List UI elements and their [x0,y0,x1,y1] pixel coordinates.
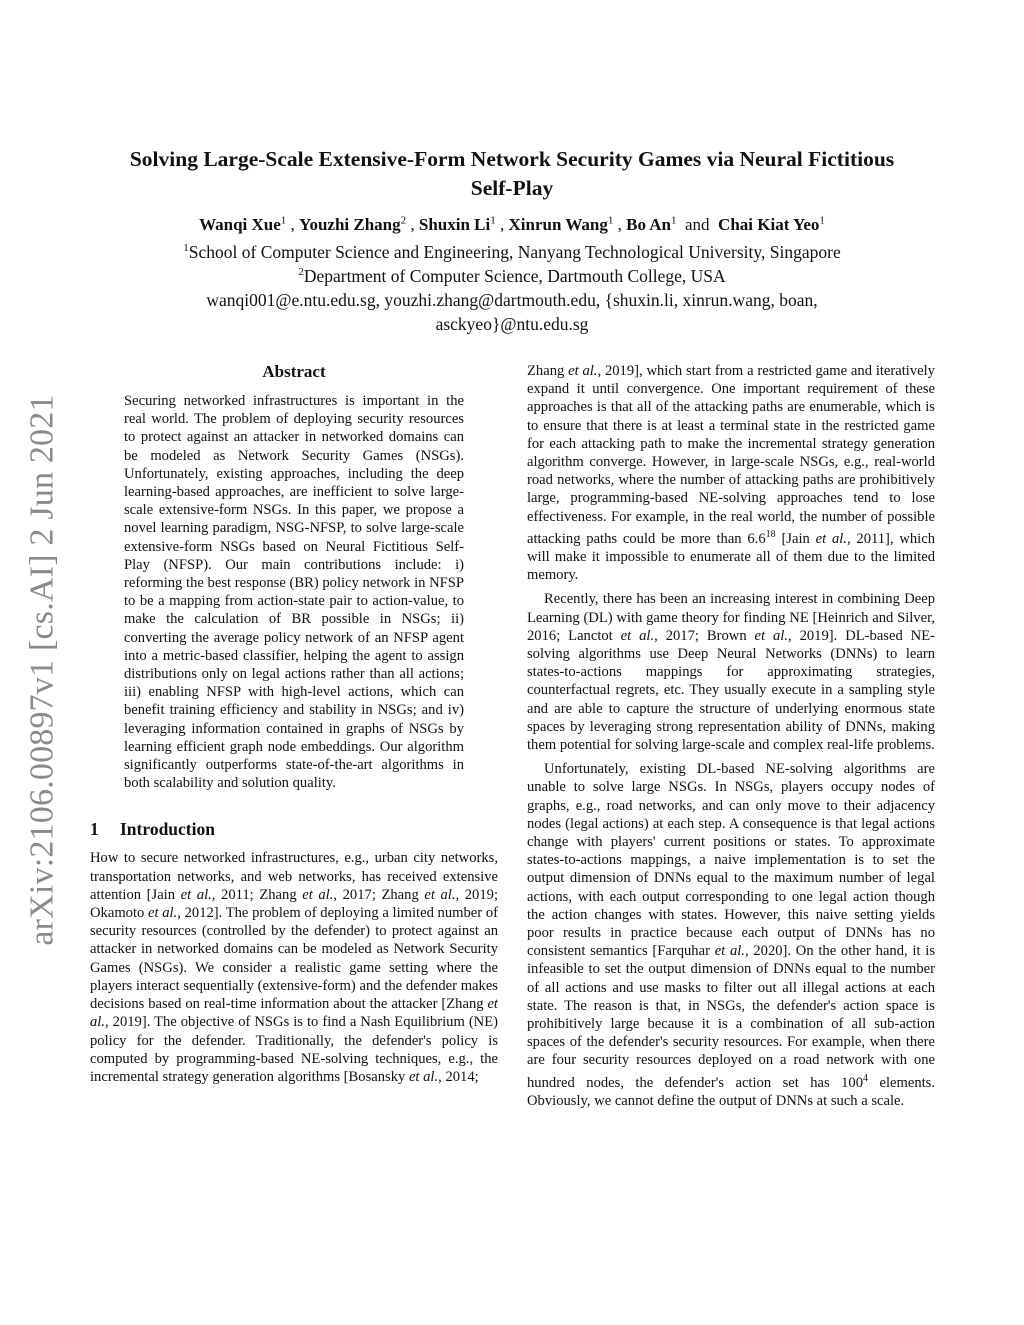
affiliation-1: $^1$School of Computer Science and Engineering, Nanyang Technological University, Singapore [183,242,841,262]
author-affil-sup: 1 [607,214,614,227]
intro-paragraph: How to secure networked infrastructures, e.g., urban city networks, transportation networks, and web networks, has received extensive attention [Jain et al., 2011; Zhang et al., 2017; Zhang et al., 2019; Okamoto et al., 2012]. The problem of deploying a limited number of security resources (controlled by the defender) to protect against an attacker in networked domains can be modeled as Network Security Games (NSGs). We consider a realistic game setting where the players interact sequentially (extensive-form) and the defender makes decisions based on real-time information about the attacker [Zhang et al., 2019]. The objective of NSGs is to find a Nash Equilibrium (NE) policy for the defender. Traditionally, the defender's policy is computed by programming-based NE-solving techniques, e.g., the incremental strategy generation algorithms [Bosansky et al., 2014; [90,850,498,1085]
body-paragraph: Unfortunately, existing DL-based NE-solving algorithms are unable to solve large NSGs. In NSGs, players occupy nodes of graphs, e.g., road networks, and can only move to their adjacency nodes (legal actions) at each step. A consequence is that legal actions change with players' current positions or states. To approximate states-to-actions mappings, a naive implementation is to set the output dimension of DNNs equal to the maximum number of legal actions, with each output corresponding to one legal action though the action changes with states. However, this naive setting yields poor results in practice because each output of DNNs has no consistent semantics [Farquhar et al., 2020]. On the other hand, it is infeasible to set the output dimension of DNNs equal to the number of all actions and use masks to filter out all illegal actions at each state. The reason is that, in NSGs, the defender's action space is prohibitively large because it is a combination of all sub-action spaces of the defender's security resources. For example, when there are four security resources deployed on a road network with one hundred nodes, the defender's action set has $100^4$ elements. Obviously, we cannot define the output of DNNs at such a scale. [527,761,935,1109]
section-number: 1 [90,819,99,840]
author-name: Youzhi Zhang [299,215,401,234]
emails-line-1: wanqi001@e.ntu.edu.sg, youzhi.zhang@dartmouth.edu, {shuxin.li, xinrun.wang, boan, [206,290,818,310]
author-affil-sup: 2 [400,214,407,227]
affiliation-2: $^2$Department of Computer Science, Dartmouth College, USA [298,266,726,286]
left-column [90,362,498,1086]
abstract-body: Securing networked infrastructures is important in the real world. The problem of deploying security resources to protect against an attacker in networked domains can be modeled as Network Security Games (NSGs). Unfortunately, existing approaches, including the deep learning-based approaches, are inefficient to solve large-scale extensive-form NSGs. In this paper, we propose a novel learning paradigm, NSG-NFSP, to solve large-scale extensive-form NSGs based on Neural Fictitious Self-Play (NFSP). Our main contributions include: i) reforming the best response (BR) policy network in NFSP to be a mapping from action-state pair to action-value, to make the calculation of BR possible in NSGs; ii) converting the average policy network of an NFSP agent into a metric-based classifier, helping the agent to assign distributions only on legal actions rather than all actions; iii) enabling NFSP with high-level actions, which can benefit training efficiency and stability in NSGs; and iv) leveraging information contained in graphs of NSGs by learning efficient graph node embeddings. Our algorithm significantly outperforms state-of-the-art algorithms in both scalability and solution quality. [124,393,464,792]
section-heading-introduction [90,818,498,840]
author-name: Shuxin Li [418,215,491,234]
arxiv-side-identifier [18,380,68,960]
author-name: Xinrun Wang [508,215,608,234]
author-affil-sup: 1 [490,214,496,227]
affiliations [90,240,934,336]
author-name: Wanqi Xue [199,215,281,234]
paper-title: Solving Large-Scale Extensive-Form Network Security Games via Neural Fictitious Self-Play [129,147,895,200]
arxiv-id-text: arXiv:2106.00897v1 [cs.AI] 2 Jun 2021 [24,394,61,946]
author-name: Bo An [626,215,671,234]
right-column [527,362,935,1110]
and-word: and [685,215,710,234]
author-affil-sup: 1 [819,214,825,227]
body-paragraph: Recently, there has been an increasing interest in combining Deep Learning (DL) with game theory for finding NE [Heinrich and Silver, 2016; Lanctot et al., 2017; Brown et al., 2019]. DL-based NE-solving algorithms use Deep Neural Networks (DNNs) to learn states-to-actions mappings for approximating strategies, counterfactual regrets, etc. They usually execute in a sampling style and are able to capture the structure of underlying enormous state spaces by leveraging strong representation ability of DNNs, making them potential for solving large-scale and complex real-life problems. [527,591,935,753]
author-list: Wanqi Xue$^1$ , Youzhi Zhang$^2$ , Shuxin Li$^1$ , Xinrun Wang$^1$ , Bo An$^1$ and Chai Kiat Yeo$^1$ [199,214,825,234]
emails-line-2: asckyeo}@ntu.edu.sg [435,314,589,334]
author-affil-sup: 1 [671,214,677,227]
author-name: Chai Kiat Yeo [718,215,820,234]
section-title: Introduction [120,819,215,840]
author-affil-sup: 1 [280,214,287,227]
abstract-heading: Abstract [262,362,326,381]
body-paragraph: Zhang et al., 2019], which start from a restricted game and iteratively expand it until convergence. One important requirement of these approaches is that all of the attacking paths are enumerable, which is to ensure that there is at least a terminal state in the restricted game for each attacking path to make the incremental strategy generation algorithm converge. However, in large-scale NSGs, e.g., real-world road networks, where the number of attacking paths are prohibitively large, programming-based NE-solving approaches tend to lose effectiveness. For example, in the real world, the number of possible attacking paths could be more than $6.6^{18}$ [Jain et al., 2011], which will make it impossible to enumerate all of them due to the limited memory. [527,363,936,584]
